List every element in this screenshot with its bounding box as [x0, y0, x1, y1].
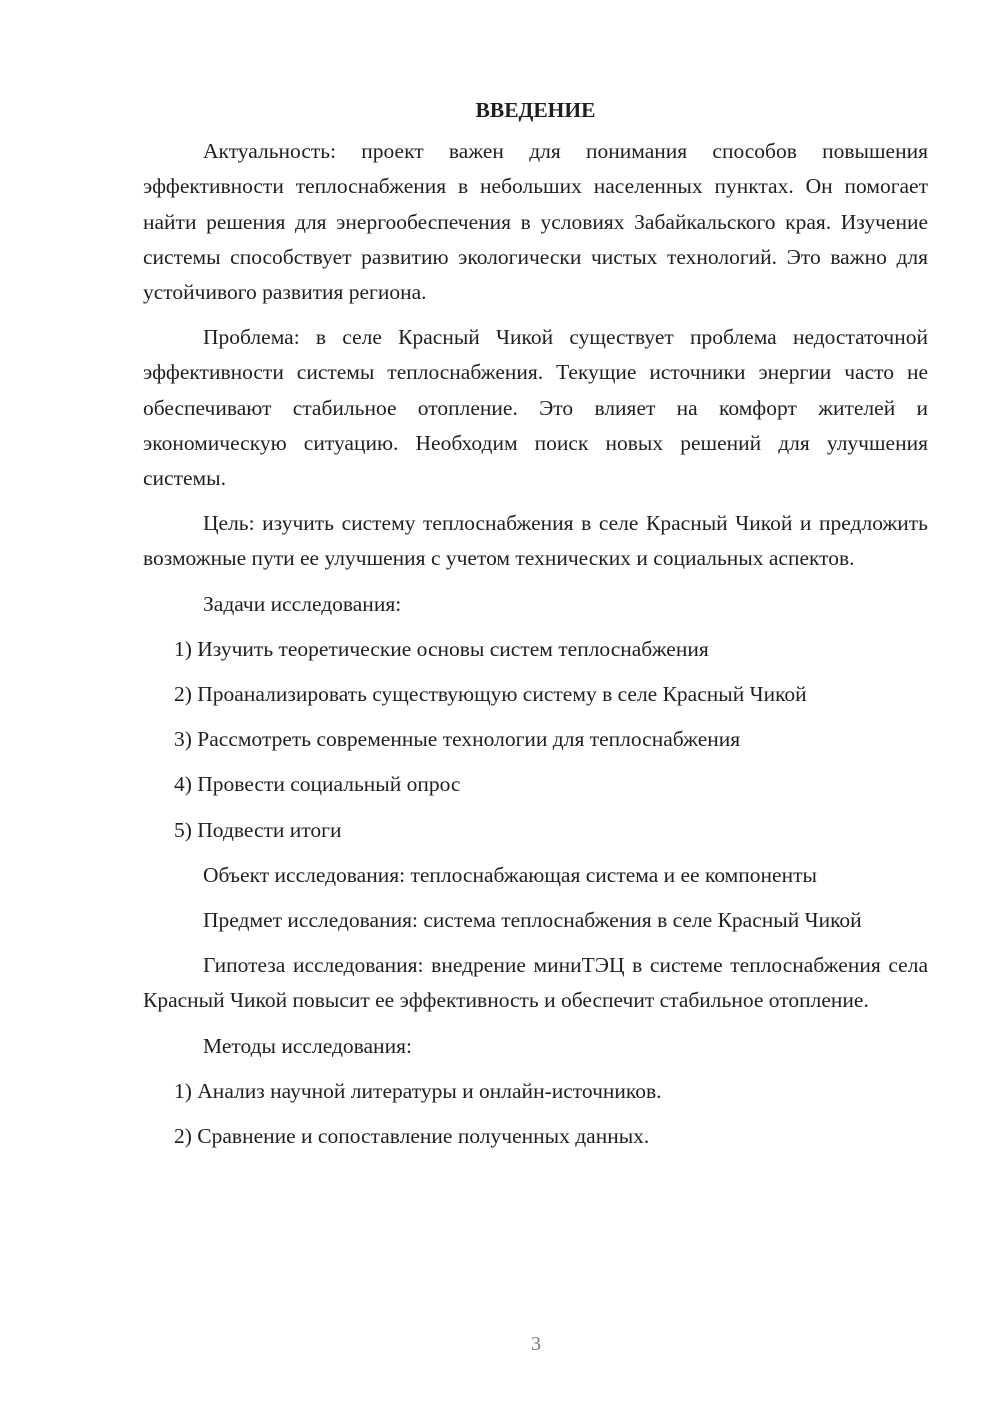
relevance-paragraph: Актуальность: проект важен для понимания способов повышения эффективности теплоснабжения в небольших населенных пунктах. Он помогает найти решения для энергообеспечения в условиях Забайкальского края. Изучение системы способствует развитию экологически чистых технологий. Это важно для устойчивого развития региона.: [143, 139, 928, 305]
goal-paragraph: Цель: изучить систему теплоснабжения в селе Красный Чикой и предложить возможные пути ее улучшения с учетом технических и социальных аспектов.: [143, 511, 928, 571]
task-item: 1) Изучить теоретические основы систем теплоснабжения: [174, 636, 709, 661]
methods-heading: Методы исследования:: [203, 1033, 412, 1058]
section-title: ВВЕДЕНИЕ: [475, 98, 596, 122]
page-content: [143, 88, 928, 1164]
task-item: 2) Проанализировать существующую систему в селе Красный Чикой: [174, 682, 807, 707]
problem-paragraph: Проблема: в селе Красный Чикой существует проблема недостаточной эффективности системы теплоснабжения. Текущие источники энергии часто не обеспечивают стабильное отопление. Это влияет на комфорт жителей и экономическую ситуацию. Необходим поиск новых решений для улучшения системы.: [143, 325, 928, 491]
task-item: 5) Подвести итоги: [174, 817, 342, 842]
task-item: 3) Рассмотреть современные технологии для теплоснабжения: [174, 727, 741, 752]
task-item: 4) Провести социальный опрос: [174, 772, 461, 797]
object-line: Объект исследования: теплоснабжающая система и ее компоненты: [203, 862, 817, 887]
method-item: 1) Анализ научной литературы и онлайн-источников.: [174, 1078, 662, 1103]
tasks-heading: Задачи исследования:: [203, 591, 402, 616]
method-item: 2) Сравнение и сопоставление полученных данных.: [174, 1124, 650, 1149]
page-number: 3: [531, 1333, 541, 1355]
subject-paragraph: Предмет исследования: система теплоснабжения в селе Красный Чикой: [203, 908, 862, 933]
hypothesis-paragraph: Гипотеза исследования: внедрение миниТЭЦ в системе теплоснабжения села Красный Чикой повысит ее эффективность и обеспечит стабильное отопление.: [143, 953, 928, 1013]
